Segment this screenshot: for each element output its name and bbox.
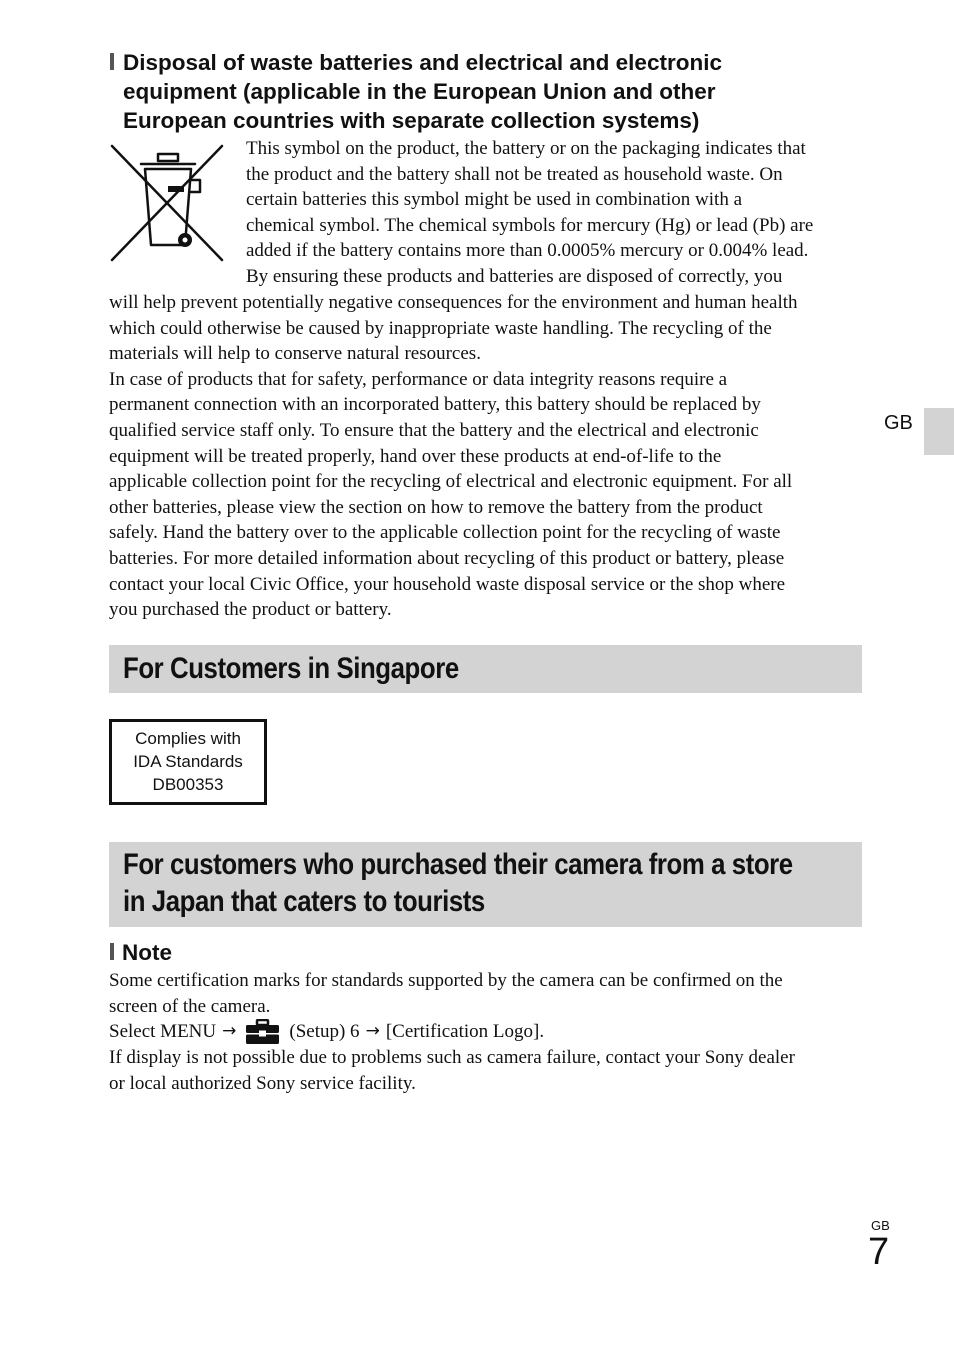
compliance-line: IDA Standards: [133, 752, 243, 771]
japan-heading-line: in Japan that caters to tourists: [123, 885, 485, 918]
arrow-right-icon: →: [365, 1021, 380, 1042]
heading-marker: [110, 53, 114, 70]
note-marker: [110, 943, 114, 960]
crossed-out-wheeled-bin-icon: [108, 142, 226, 264]
japan-section-banner: [109, 842, 862, 927]
text-line: By ensuring these products and batteries are disposed of correctly, you: [246, 265, 783, 287]
text-line: which could otherwise be caused by inappropriate waste handling. The recycling of the: [109, 317, 772, 339]
menu-prefix: Select MENU: [109, 1021, 217, 1043]
text-line: safely. Hand the battery over to the applicable collection point for the recycling of waste: [109, 522, 781, 544]
arrow-right-icon: →: [222, 1021, 237, 1042]
ida-compliance-box: [109, 719, 267, 805]
disposal-heading-line: Disposal of waste batteries and electrical and electronic: [123, 50, 722, 75]
japan-heading-line: For customers who purchased their camera from a store: [123, 848, 793, 881]
compliance-line: Complies with: [135, 729, 241, 748]
text-line: you purchased the product or battery.: [109, 599, 392, 621]
singapore-section-banner: [109, 645, 862, 693]
text-line: If display is not possible due to problems such as camera failure, contact your Sony dealer: [109, 1047, 795, 1069]
menu-path-line: [109, 1019, 795, 1045]
singapore-heading: For Customers in Singapore: [123, 652, 459, 685]
text-line: permanent connection with an incorporated battery, this battery should be replaced by: [109, 394, 761, 416]
text-line: the product and the battery shall not be treated as household waste. On: [246, 163, 783, 185]
text-line: will help prevent potentially negative consequences for the environment and human health: [109, 292, 798, 313]
text-line: qualified service staff only. To ensure that the battery and the electrical and electronic: [109, 419, 759, 441]
text-line: materials will help to conserve natural resources.: [109, 343, 481, 365]
disposal-heading-line: European countries with separate collection systems): [123, 108, 700, 133]
disposal-heading: [123, 48, 843, 135]
text-line: In case of products that for safety, performance or data integrity reasons require a: [109, 368, 728, 390]
text-line: added if the battery contains more than 0.0005% mercury or 0.004% lead.: [246, 240, 809, 262]
text-line: or local authorized Sony service facility.: [109, 1072, 416, 1094]
japan-heading: [123, 846, 793, 920]
language-tab: [924, 408, 954, 455]
toolbox-icon: [244, 1019, 281, 1045]
page-language-code: GB: [871, 1218, 890, 1233]
text-line: chemical symbol. The chemical symbols for mercury (Hg) or lead (Pb) are: [246, 214, 814, 236]
disposal-paragraph-wrapped: [246, 136, 813, 290]
text-line: equipment will be treated properly, hand over these products at end-of-life to the: [109, 445, 722, 467]
menu-middle: (Setup) 6: [289, 1021, 360, 1043]
disposal-heading-line: equipment (applicable in the European Union and other: [123, 79, 716, 104]
text-line: certain batteries this symbol might be used in combination with a: [246, 189, 743, 211]
language-tab-label: GB: [884, 412, 913, 434]
text-line: other batteries, please view the section on how to remove the battery from the product: [109, 496, 763, 518]
compliance-line: DB00353: [152, 775, 224, 794]
disposal-paragraph-full: [109, 290, 798, 623]
text-line: applicable collection point for the recycling of electrical and electronic equipment. For all: [109, 471, 793, 493]
text-line: This symbol on the product, the battery or on the packaging indicates that: [246, 138, 806, 159]
text-line: contact your local Civic Office, your household waste disposal service or the shop where: [109, 573, 786, 595]
text-line: batteries. For more detailed information about recycling of this product or battery, please: [109, 547, 785, 569]
note-body: [109, 968, 795, 1096]
menu-suffix: [Certification Logo].: [385, 1021, 545, 1043]
text-line: screen of the camera.: [109, 995, 271, 1017]
page-number: 7: [868, 1231, 890, 1273]
note-heading: Note: [122, 940, 172, 965]
text-line: Some certification marks for standards supported by the camera can be confirmed on the: [109, 970, 783, 991]
